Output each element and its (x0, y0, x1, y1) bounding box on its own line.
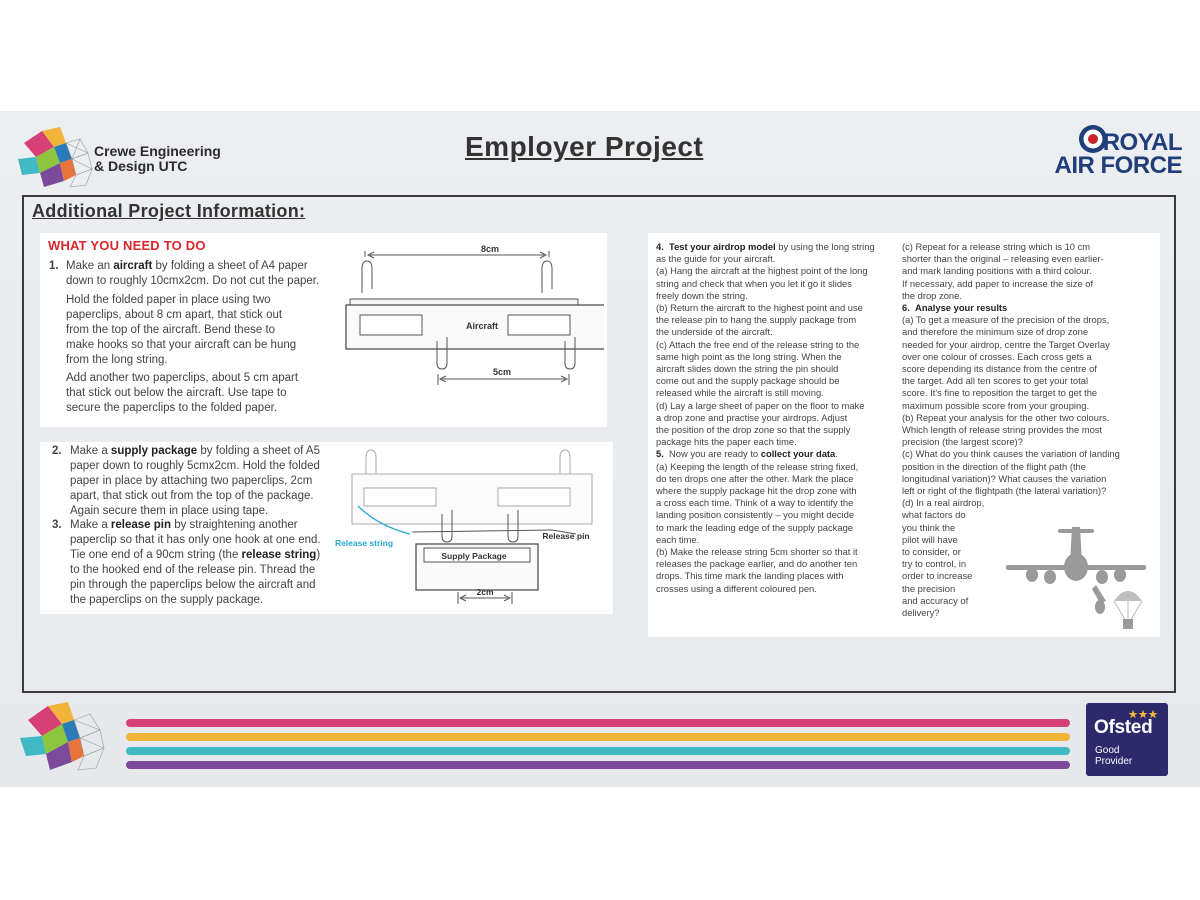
step-line: needed for your airdrop, centre the Target Overlay (902, 338, 1110, 350)
step-line: to consider, or (902, 546, 961, 558)
step-line: the drop zone. (902, 289, 962, 301)
item3-number: 3. (52, 519, 62, 531)
para3-line: Add another two paperclips, about 5 cm apart (66, 372, 299, 384)
page-title: Employer Project (465, 131, 704, 162)
slide (0, 111, 1200, 787)
aircraft-label: Aircraft (465, 321, 499, 331)
step-line: releases the package earlier, and do another ten (656, 558, 858, 570)
step-line: drops. This time mark the landing places with (656, 570, 844, 582)
stripe-yellow (126, 733, 1070, 741)
step-bold: Test your airdrop model (669, 241, 776, 252)
item3-bold: release string (241, 549, 317, 561)
panel-supply-package (40, 442, 613, 614)
step-line: landing position consistently – you might decide (656, 509, 855, 521)
step-line: (a) Keeping the length of the release string fixed, (656, 460, 859, 472)
college-name-line1: Crewe Engineering (94, 143, 221, 159)
step-line: (b) Make the release string 5cm shorter so that it (656, 546, 858, 558)
step-line: a cross each time. Think of a way to identify the (656, 497, 854, 509)
step-line: maximum possible score from your grouping. (902, 399, 1090, 411)
step-line: (b) Repeat your analysis for the other two colours. (902, 411, 1110, 423)
item3-line: pin through the paperclips below the aircraft and (70, 579, 316, 591)
item2-bold: supply package (110, 445, 198, 457)
supply-package-label: Supply Package (441, 551, 507, 561)
panel-what-you-need (40, 233, 607, 427)
item3-line: Make a release pin by straightening another (70, 519, 298, 531)
step-line (902, 302, 1154, 314)
stripe-purple (126, 761, 1070, 769)
ofsted-name: Ofsted (1094, 717, 1153, 738)
step-line: (a) To get a measure of the precision of the drops, (902, 314, 1110, 326)
step-bold: Analyse your results (915, 302, 1008, 314)
step-line: the position of the drop zone so that the supply (656, 424, 851, 436)
item2-line: Again secure them in place using tape. (70, 505, 269, 517)
step-line: and accuracy of (902, 594, 969, 606)
package-bottom-dimension: 2cm (476, 587, 494, 597)
step-line: released while the aircraft is still moving. (656, 387, 824, 399)
release-pin-label: Release pin (542, 531, 590, 541)
step-line: the underside of the aircraft. (656, 326, 773, 338)
steps-column-1 (656, 241, 901, 595)
step-line: order to increase (902, 570, 973, 582)
para3-line: that stick out below the aircraft. Use tape to (66, 387, 287, 399)
release-string-label: Release string (334, 538, 394, 548)
step-line: each time. (656, 533, 700, 545)
raf-logo-text (1055, 131, 1183, 177)
step-line: Which length of release string provides the most (902, 424, 1103, 436)
stripe-pink (126, 719, 1070, 727)
item2-line: Make a supply package by folding a sheet of A5 (70, 445, 320, 457)
ofsted-rating (1095, 745, 1132, 767)
step-line: 4. Test your airdrop model by using the long string (656, 241, 875, 252)
item3-line: to the hooked end of the release pin. Thread the (70, 564, 316, 576)
college-name-line2: & Design UTC (94, 158, 188, 174)
step-line: (d) Lay a large sheet of paper on the floor to make (656, 399, 865, 411)
para2-line: from the top of the aircraft. Bend these to (66, 324, 276, 336)
step-line: and therefore the minimum size of drop zone (902, 326, 1089, 338)
para2-line: Hold the folded paper in place using two (66, 294, 271, 306)
step-line: position in the direction of the flight path (the (902, 460, 1086, 472)
step-line: as the guide for your aircraft. (656, 253, 776, 265)
item1-para2 (66, 293, 356, 368)
step-line: (a) Hang the aircraft at the highest point of the long (656, 265, 868, 277)
step-line: over one colour of crosses. Each cross gets a (902, 350, 1092, 362)
aircraft-diagram (322, 241, 604, 389)
step-line: score depending its distance from the centre of (902, 363, 1097, 375)
step-line: a drop zone and practise your airdrops. Adjust (656, 411, 848, 423)
step-line: aircraft slides down the string the pin should (656, 363, 839, 375)
item1-para3 (66, 371, 356, 416)
step-line: same high point as the long string. When the (656, 350, 842, 362)
step-line: (c) What do you think causes the variation of landing (902, 448, 1120, 460)
step-line: where the supply package hit the drop zone with (656, 485, 857, 497)
step-line: freely down the string. (656, 289, 748, 301)
para2-line: paperclips, about 8 cm apart, that stick out (66, 309, 283, 321)
item3-bold: release pin (110, 519, 172, 531)
ofsted-badge (1086, 703, 1168, 776)
supply-package-diagram (312, 444, 612, 610)
step-line: to mark the leading edge of the supply package (656, 521, 854, 533)
step-line: delivery? (902, 607, 940, 619)
step-line: string and check that when you let it go it slides (656, 277, 852, 289)
item1-text (66, 259, 356, 289)
step-line: the release pin to hang the supply package from (656, 314, 857, 326)
raf-logo-line1: ROYAL (1102, 129, 1182, 156)
ofsted-rating-line1: Good (1095, 745, 1120, 756)
step-line: (c) Repeat for a release string which is 10 cm (902, 241, 1091, 252)
step-bold: 6. (902, 302, 910, 314)
step-line: (b) Return the aircraft to the highest point and use (656, 302, 863, 314)
step-line: try to control, in (902, 558, 967, 570)
item1-line: down to roughly 10cmx2cm. Do not cut the paper. (66, 275, 320, 287)
item2-line: apart, that stick out from the top of the package. (70, 490, 314, 502)
college-logo-icon (14, 123, 94, 191)
item2-line: paper in place by attaching two paperclips, 2cm (70, 475, 313, 487)
step-line: what factors do (902, 509, 966, 521)
raf-logo-line2: AIR FORCE (1054, 152, 1182, 179)
college-name (94, 144, 221, 174)
item1-bold: aircraft (113, 260, 153, 272)
para3-line: secure the paperclips to the folded paper. (66, 402, 277, 414)
step-line: you think the (902, 521, 956, 533)
item3-line: Tie one end of a 90cm string (the release string) (70, 549, 321, 561)
college-logo-footer-icon (16, 696, 108, 776)
step-line: pilot will have (902, 533, 958, 545)
step-line: package hits the paper each time. (656, 436, 797, 448)
item2-number: 2. (52, 445, 62, 457)
step-line: shorter than the original – releasing even earlier- (902, 253, 1104, 265)
aircraft-top-dimension: 8cm (480, 244, 500, 254)
step-bold: collect your data (760, 448, 836, 460)
step-bold: 5. (656, 448, 664, 460)
aircraft-bottom-dimension: 5cm (492, 367, 512, 377)
panel1-heading: WHAT YOU NEED TO DO (48, 238, 206, 253)
step-line: the precision (902, 582, 956, 594)
item2-line: paper down to roughly 5cmx2cm. Hold the folded (70, 460, 320, 472)
step-line: and mark landing positions with a third colour. (902, 265, 1092, 277)
step-line: come out and the supply package should be (656, 375, 840, 387)
stripe-teal (126, 747, 1070, 755)
step-line: If necessary, add paper to increase the size of (902, 277, 1094, 289)
step-line: left or right of the flightpath (the lateral variation)? (902, 485, 1107, 497)
step-line: (c) Attach the free end of the release string to the (656, 338, 860, 350)
step-line: (d) In a real airdrop, (902, 497, 985, 509)
step-line: score. It's fine to reposition the target to get the (902, 387, 1098, 399)
para2-line: from the long string. (66, 354, 168, 366)
step-bold: 4. (656, 241, 664, 252)
item3-line: the paperclips on the supply package. (70, 594, 264, 606)
panel-steps (648, 233, 1160, 637)
step-line: crosses using a different coloured pen. (656, 582, 817, 594)
para2-line: make hooks so that your aircraft can be hung (66, 339, 297, 351)
item3-line: paperclip so that it has only one hook at one end. (70, 534, 321, 546)
content-frame (22, 195, 1176, 693)
airdrop-aircraft-icon (996, 523, 1156, 635)
item1-line: Make an aircraft by folding a sheet of A4 paper (66, 260, 308, 272)
step-line: longitudinal variation)? What causes the variation (902, 472, 1107, 484)
step-line: do ten drops one after the other. Mark the place (656, 472, 854, 484)
ofsted-rating-line2: Provider (1095, 756, 1133, 767)
item1-number: 1. (49, 260, 59, 272)
step-line: 5. Now you are ready to collect your data. (656, 448, 838, 460)
section-heading: Additional Project Information: (32, 201, 306, 221)
step-line: the target. Add all ten scores to get your total (902, 375, 1089, 387)
step-line: precision (the largest score)? (902, 436, 1023, 448)
